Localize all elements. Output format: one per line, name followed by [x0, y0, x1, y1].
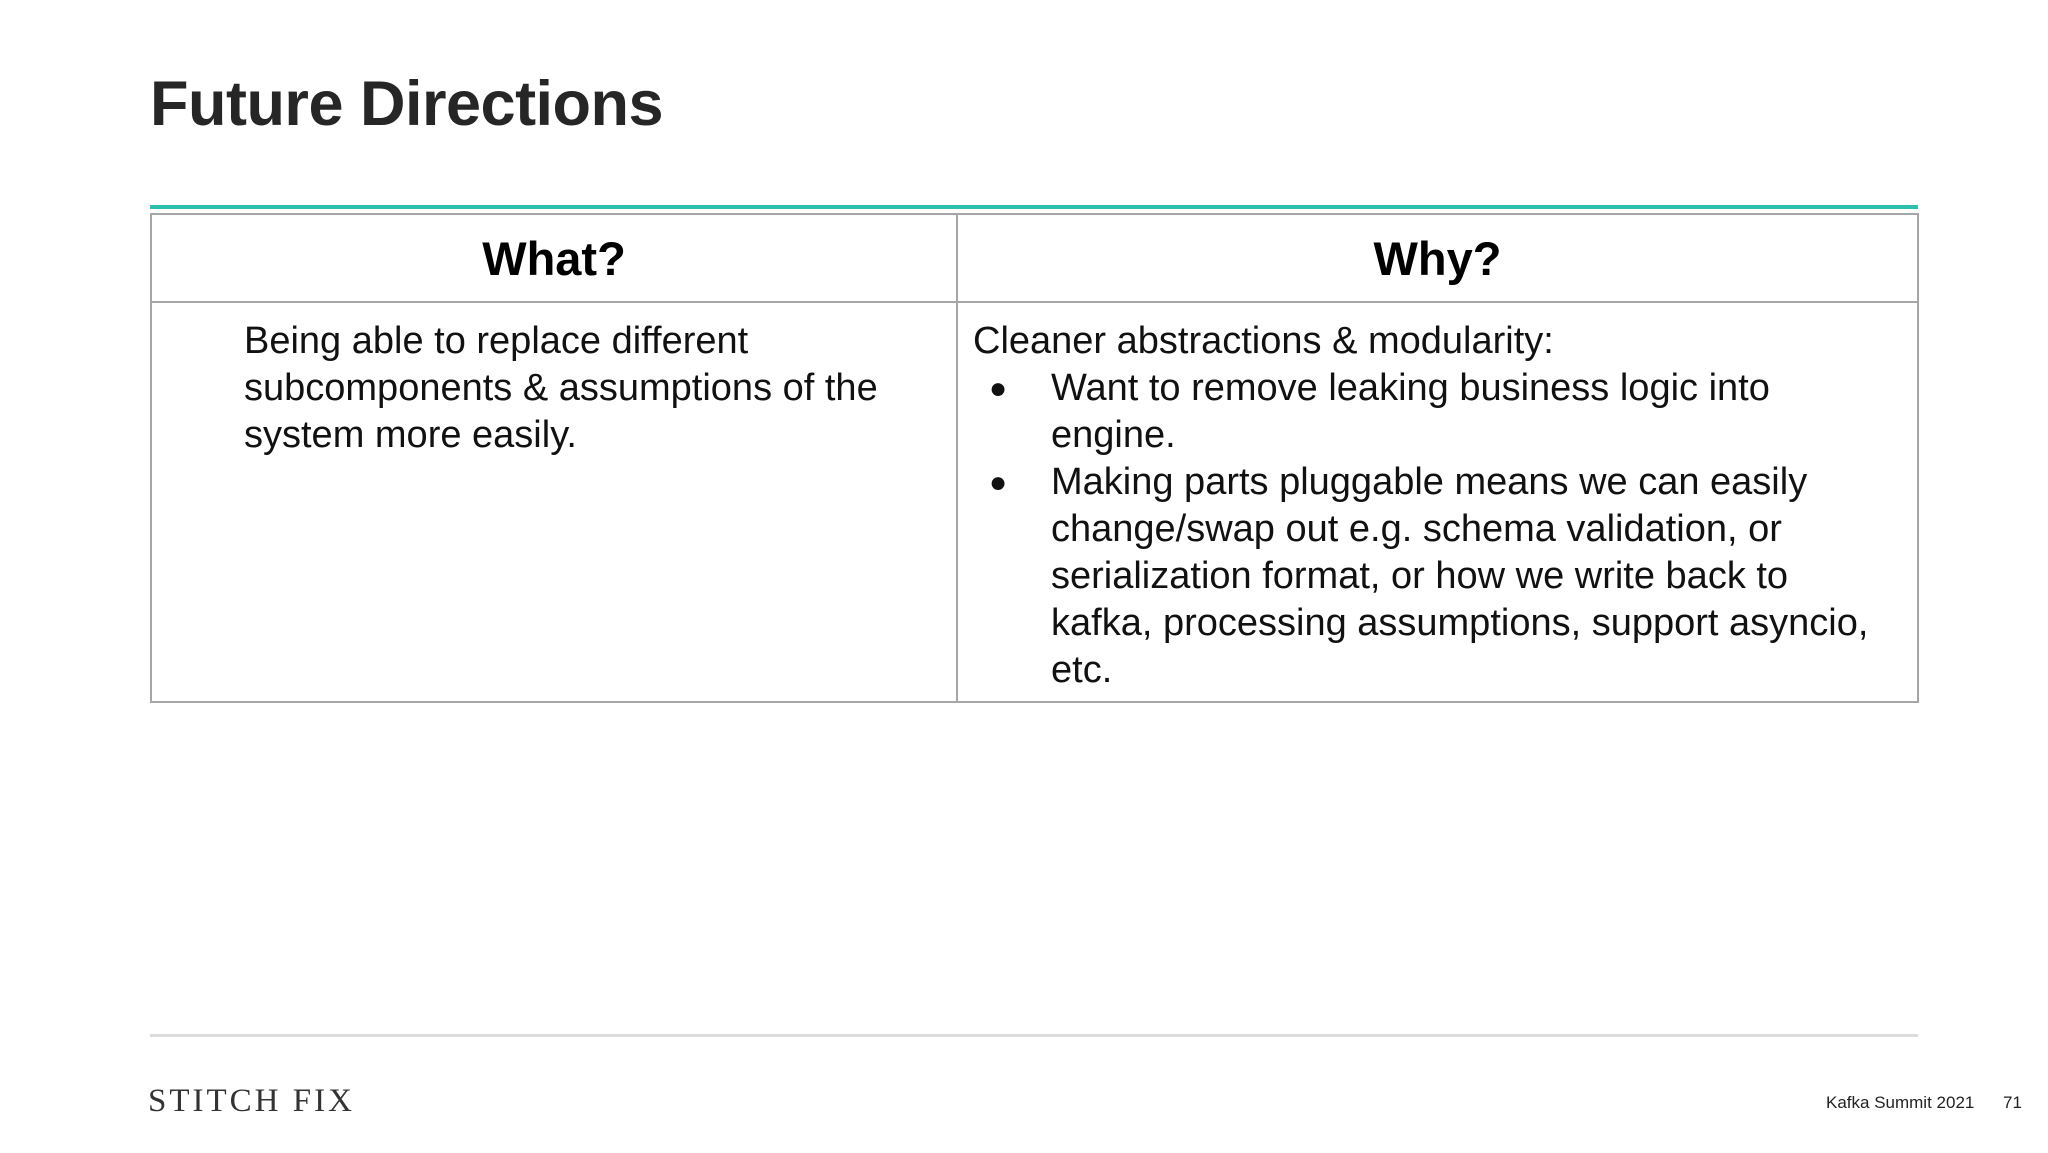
table-header-row	[151, 214, 1918, 302]
why-bullet-list	[958, 365, 1917, 694]
bullet-icon: ●	[989, 466, 1008, 499]
page-number: 71	[2003, 1093, 2022, 1112]
what-text: Being able to replace different subcomponents & assumptions of the system more easily.	[244, 320, 878, 456]
why-bullet-text: Making parts pluggable means we can easily change/swap out e.g. schema validation, or serialization format, or how we write back to kafka, processing assumptions, support asyncio, etc.	[1051, 461, 1869, 691]
table-row	[151, 302, 1918, 702]
why-bullet-text: Want to remove leaking business logic into engine.	[1051, 367, 1770, 456]
list-item	[958, 365, 1917, 459]
footer-divider	[150, 1034, 1918, 1037]
list-item	[958, 459, 1917, 694]
bullet-icon: ●	[989, 372, 1008, 405]
header-why: Why?	[957, 214, 1918, 302]
footer-event-name: Kafka Summit 2021	[1826, 1093, 1975, 1112]
what-cell	[151, 302, 957, 702]
why-cell	[957, 302, 1918, 702]
header-what: What?	[151, 214, 957, 302]
accent-divider	[150, 205, 1918, 209]
why-intro: Cleaner abstractions & modularity:	[973, 320, 1554, 362]
slide-title: Future Directions	[150, 69, 664, 139]
what-why-table	[150, 213, 1919, 703]
stitch-fix-logo: STITCH FIX	[148, 1083, 355, 1119]
